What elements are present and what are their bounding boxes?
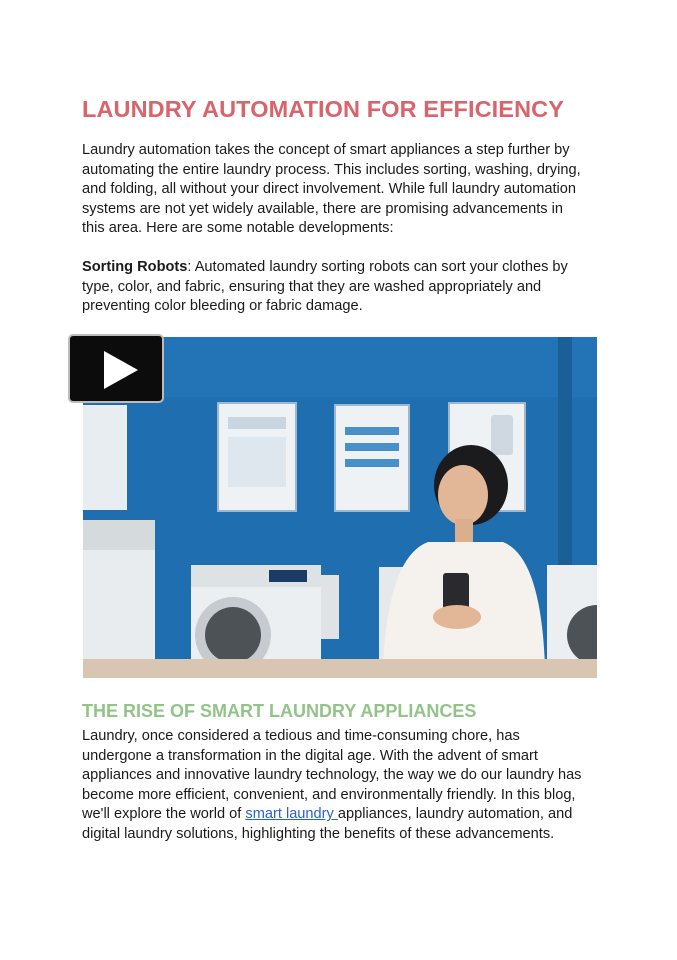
section-text: we'll explore the world of — [82, 806, 246, 823]
sorting-text: : Automated laundry sorting robots can sort your clothes by — [187, 259, 568, 275]
intro-line: this area. Here are some notable developments: — [82, 220, 394, 237]
section-paragraph — [82, 727, 581, 845]
section-line: appliances and innovative laundry technology, the way we do our laundry has — [82, 767, 582, 784]
sorting-robots-paragraph — [82, 258, 568, 317]
intro-line: automating the entire laundry process. This includes sorting, washing, drying, — [82, 161, 581, 178]
section-line: become more efficient, convenient, and environmentally friendly. In this blog, — [82, 786, 576, 803]
smart-laundry-link[interactable]: smart laundry — [245, 806, 338, 823]
intro-paragraph — [82, 141, 581, 239]
sorting-text: preventing color bleeding or fabric damage. — [82, 298, 363, 315]
intro-line: and folding, all without your direct involvement. While full laundry automation — [82, 181, 577, 198]
play-icon — [102, 351, 140, 389]
section-text: appliances, laundry automation, and — [337, 806, 573, 823]
intro-line: systems are not yet widely available, there are promising advancements in — [82, 200, 564, 217]
section-line: undergone a transformation in the digital age. With the advent of smart — [82, 747, 538, 764]
play-video-button[interactable] — [68, 334, 164, 403]
section-heading: THE RISE OF SMART LAUNDRY APPLIANCES — [82, 701, 477, 721]
section-line: Laundry, once considered a tedious and time-consuming chore, has — [82, 728, 520, 744]
page-title: LAUNDRY AUTOMATION FOR EFFICIENCY — [82, 96, 564, 122]
sorting-text: type, color, and fabric, ensuring that they are washed appropriately and — [82, 278, 542, 295]
sorting-robots-label: Sorting Robots — [82, 259, 188, 275]
section-line: digital laundry solutions, highlighting the benefits of these advancements. — [82, 825, 555, 842]
intro-line: Laundry automation takes the concept of smart appliances a step further by — [82, 142, 570, 158]
